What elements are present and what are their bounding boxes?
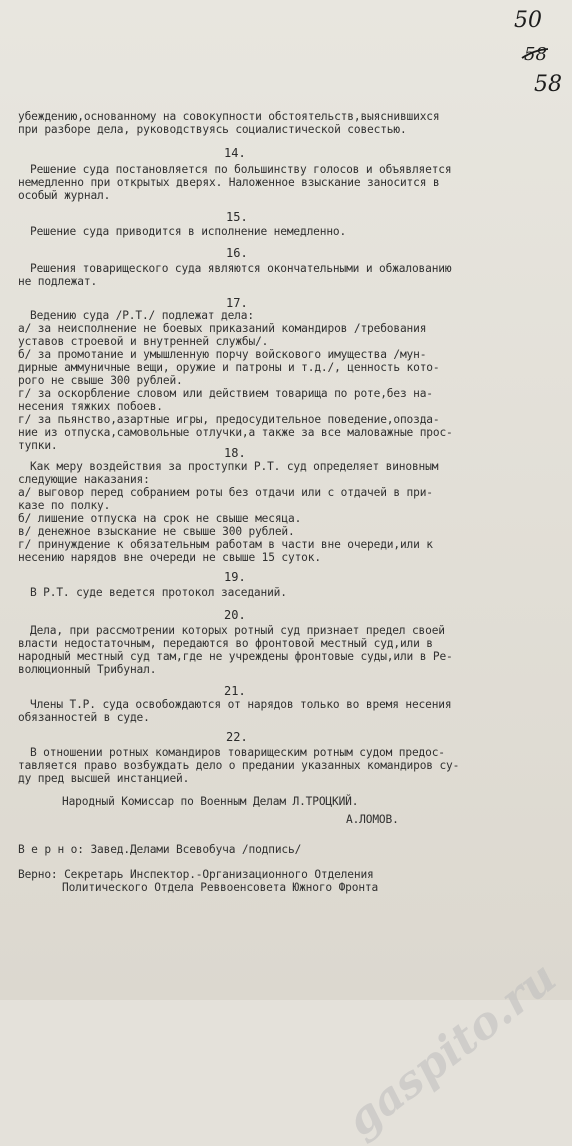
- section-17-line-6: рого не свыше 300 рублей.: [18, 374, 183, 387]
- section-19-number: 19.: [224, 570, 246, 584]
- section-17-number: 17.: [226, 296, 248, 310]
- certification-line: В е р н о: Завед.Делами Всевобуча /подпись/: [18, 843, 302, 856]
- section-14-number: 14.: [224, 146, 246, 160]
- section-17-line-1: Ведению суда /Р.Т./ подлежат дела:: [30, 309, 254, 322]
- section-21-line-1: Члены Т.Р. суда освобождаются от нарядов только во время несения: [30, 698, 452, 711]
- strike-mark: [520, 46, 550, 62]
- section-17-line-10: ние из отпуска,самовольные отлучки,а также за все маловажные прос-: [18, 426, 453, 439]
- section-18-line-7: г/ принуждение к обязательным работам в части вне очереди,или к: [18, 538, 433, 551]
- section-17-line-9: г/ за пьянство,азартные игры, предосудительное поведение,опозда-: [18, 413, 440, 426]
- section-18-line-6: в/ денежное взыскание не свыше 300 рублей.: [18, 525, 295, 538]
- section-17-line-11: тупки.: [18, 439, 58, 452]
- section-17-line-3: уставов строевой и внутренней службы/.: [18, 335, 269, 348]
- signature-trotsky: Народный Комиссар по Военным Делам Л.ТРОЦКИЙ.: [62, 795, 359, 808]
- section-22-line-1: В отношении ротных командиров товарищеским ротным судом предос-: [30, 746, 445, 759]
- section-20-line-2: власти недостаточным, передаются во фронтовой местный суд,или в: [18, 637, 433, 650]
- section-14-line-2: немедленно при открытых дверях. Наложенное взыскание заносится в: [18, 176, 440, 189]
- signature-lomov: А.ЛОМОВ.: [346, 813, 399, 826]
- section-19-line-1: В Р.Т. суде ведется протокол заседаний.: [30, 586, 287, 599]
- section-17-line-2: а/ за неисполнение не боевых приказаний командиров /требования: [18, 322, 427, 335]
- section-22-number: 22.: [226, 730, 248, 744]
- page-number-bottom: 58: [534, 72, 562, 97]
- page-number-struck: 58: [524, 44, 547, 65]
- section-15-line-1: Решение суда приводится в исполнение немедленно.: [30, 225, 347, 238]
- page-number-top: 50: [514, 8, 542, 33]
- section-18-number: 18.: [224, 446, 246, 460]
- section-20-line-4: волюционный Трибунал.: [18, 663, 157, 676]
- section-20-number: 20.: [224, 608, 246, 622]
- section-16-number: 16.: [226, 246, 248, 260]
- archive-watermark: gaspito.ru: [336, 951, 566, 1146]
- intro-line-1: убеждению,основанному на совокупности обстоятельств,выяснившихся: [18, 110, 440, 123]
- section-16-line-1: Решения товарищеского суда являются окончательными и обжалованию: [30, 262, 452, 275]
- section-18-line-4: казе по полку.: [18, 499, 111, 512]
- secretary-line-2: Политического Отдела Реввоенсовета Южного Фронта: [62, 881, 379, 894]
- section-22-line-3: ду пред высшей инстанцией.: [18, 772, 190, 785]
- section-18-line-8: несению нарядов вне очереди не свыше 15 суток.: [18, 551, 321, 564]
- section-18-line-3: а/ выговор перед собранием роты без отдачи или с отдачей в при-: [18, 486, 433, 499]
- section-22-line-2: тавляется право возбуждать дело о предании указанных командиров су-: [18, 759, 460, 772]
- section-15-number: 15.: [226, 210, 248, 224]
- section-17-line-5: дирные аммуничные вещи, оружие и патроны и т.д./, ценность кото-: [18, 361, 440, 374]
- section-18-line-1: Как меру воздействия за проступки Р.Т. суд определяет виновным: [30, 460, 439, 473]
- section-17-line-7: г/ за оскорбление словом или действием товарища по роте,без на-: [18, 387, 433, 400]
- section-16-line-2: не подлежат.: [18, 275, 98, 288]
- section-21-line-2: обязанностей в суде.: [18, 711, 150, 724]
- section-14-line-1: Решение суда постановляется по большинству голосов и объявляется: [30, 163, 452, 176]
- secretary-line-1: Верно: Секретарь Инспектор.-Организационного Отделения: [18, 868, 374, 881]
- section-20-line-3: народный местный суд там,где не учреждены фронтовые суды,или в Ре-: [18, 650, 453, 663]
- section-20-line-1: Дела, при рассмотрении которых ротный суд признает предел своей: [30, 624, 445, 637]
- section-18-line-2: следующие наказания:: [18, 473, 150, 486]
- section-17-line-4: б/ за промотание и умышленную порчу войскового имущества /мун-: [18, 348, 427, 361]
- section-18-line-5: б/ лишение отпуска на срок не свыше месяца.: [18, 512, 302, 525]
- section-21-number: 21.: [224, 684, 246, 698]
- intro-line-2: при разборе дела, руководствуясь социалистической совестью.: [18, 123, 407, 136]
- section-14-line-3: особый журнал.: [18, 189, 111, 202]
- section-17-line-8: несения тяжких побоев.: [18, 400, 163, 413]
